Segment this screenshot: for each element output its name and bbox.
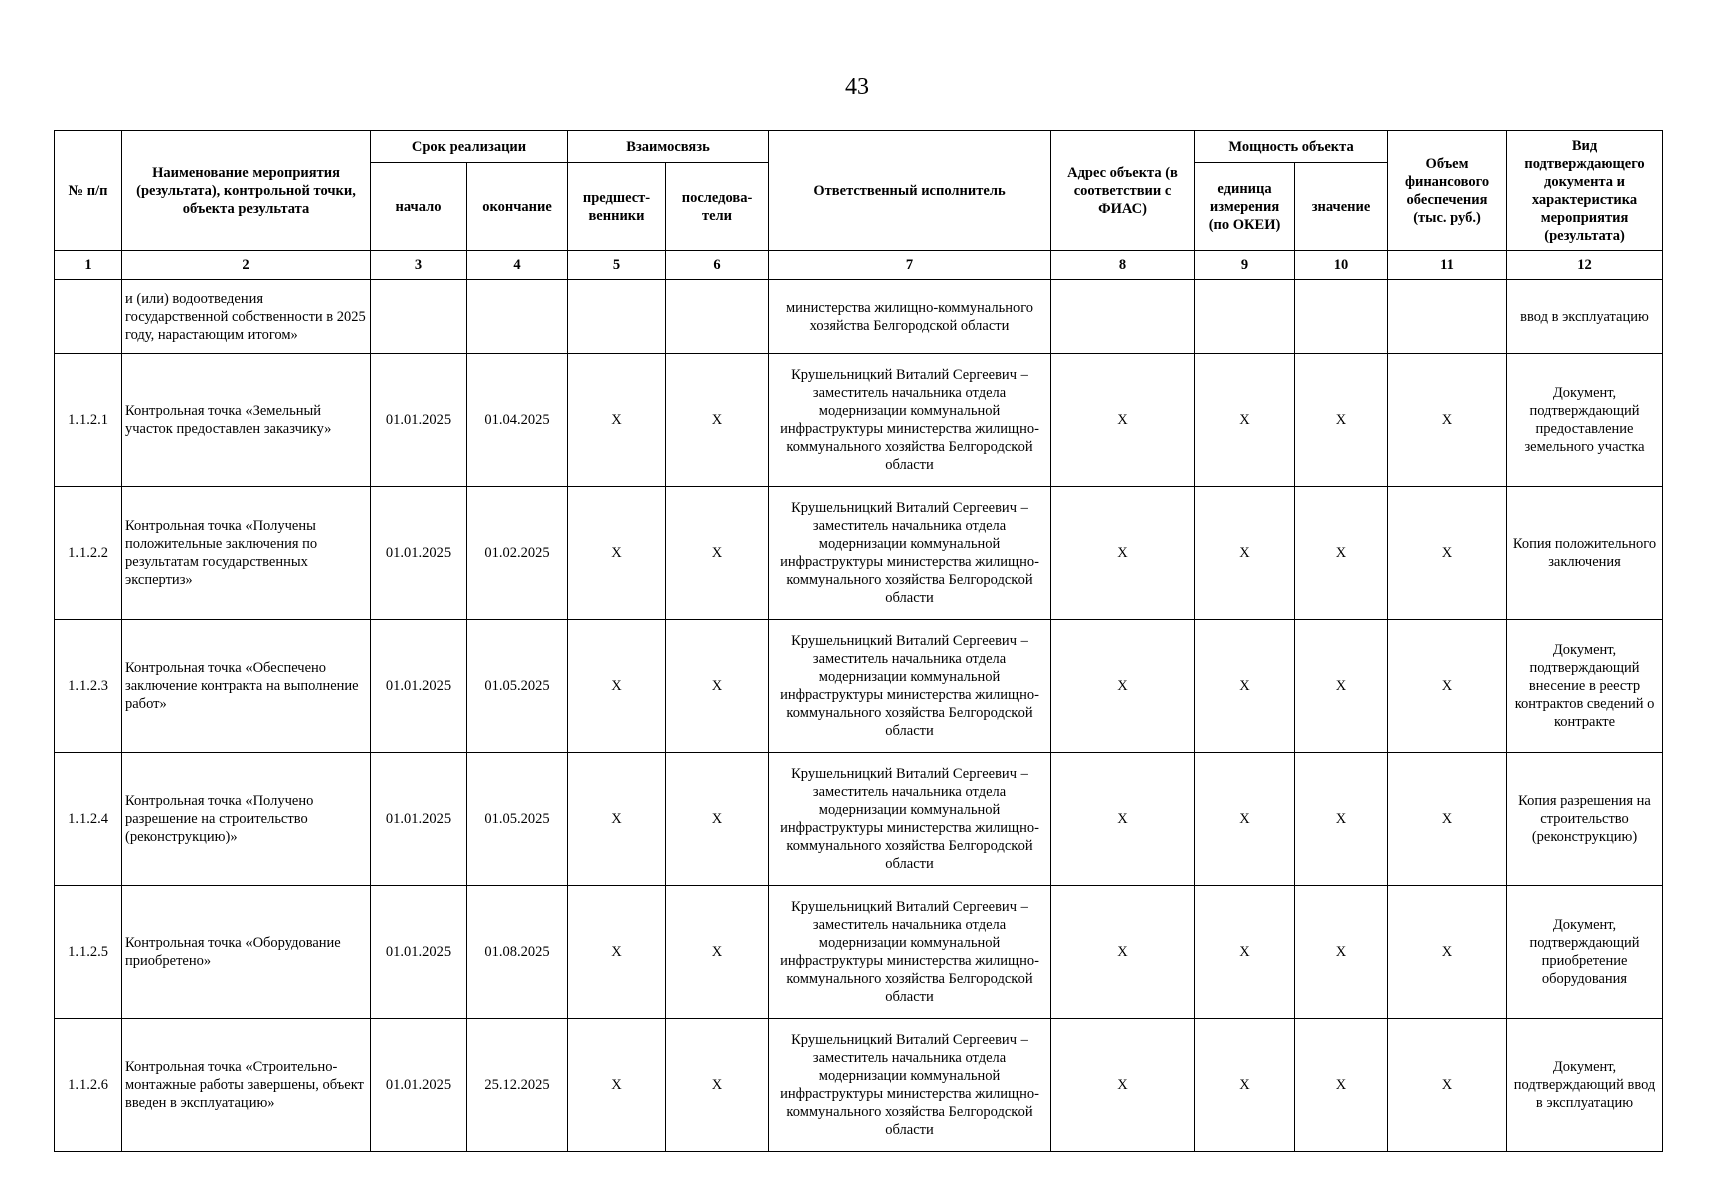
table-row [55,886,1663,1019]
cell-value: Х [1295,487,1388,620]
cell-end: 01.02.2025 [467,487,568,620]
column-number: 11 [1388,251,1507,280]
cell-start: 01.01.2025 [371,487,467,620]
cell-address [1051,280,1195,354]
cell-predecessors: Х [568,753,666,886]
cell-name: Контрольная точка «Строительно-монтажные работы завершены, объект введен в эксплуатацию» [122,1019,371,1152]
column-number: 8 [1051,251,1195,280]
cell-unit: Х [1195,753,1295,886]
cell-finance: Х [1388,487,1507,620]
cell-predecessors: Х [568,354,666,487]
cell-document: Документ, подтверждающий внесение в реестр контрактов сведений о контракте [1507,620,1663,753]
column-numbers-row [55,251,1663,280]
cell-responsible: Крушельницкий Виталий Сергеевич – заместитель начальника отдела модернизации коммунальной инфраструктуры министерства жилищно-коммунального хозяйства Белгородской области [769,886,1051,1019]
column-number: 6 [666,251,769,280]
cell-end [467,280,568,354]
header-predecessors: предшест-венники [568,163,666,251]
cell-name: Контрольная точка «Земельный участок предоставлен заказчику» [122,354,371,487]
continuation-row [55,280,1663,354]
cell-address: Х [1051,1019,1195,1152]
cell-document: Копия разрешения на строительство (реконструкцию) [1507,753,1663,886]
header-document: Вид подтверждающего документа и характеристика мероприятия (результата) [1507,131,1663,251]
cell-value: Х [1295,354,1388,487]
cell-predecessors: Х [568,1019,666,1152]
cell-successors: Х [666,620,769,753]
cell-value: Х [1295,753,1388,886]
column-number: 2 [122,251,371,280]
cell-end: 01.05.2025 [467,620,568,753]
table-row [55,354,1663,487]
header-value: значение [1295,163,1388,251]
column-number: 12 [1507,251,1663,280]
cell-num: 1.1.2.2 [55,487,122,620]
cell-successors: Х [666,354,769,487]
header-link: Взаимосвязь [568,131,769,163]
cell-end: 25.12.2025 [467,1019,568,1152]
cell-name: Контрольная точка «Получены положительные заключения по результатам государственных экспертиз» [122,487,371,620]
cell-responsible: Крушельницкий Виталий Сергеевич – заместитель начальника отдела модернизации коммунальной инфраструктуры министерства жилищно-коммунального хозяйства Белгородской области [769,620,1051,753]
cell-document: Документ, подтверждающий предоставление земельного участка [1507,354,1663,487]
cell-responsible: Крушельницкий Виталий Сергеевич – заместитель начальника отдела модернизации коммунальной инфраструктуры министерства жилищно-коммунального хозяйства Белгородской области [769,1019,1051,1152]
cell-successors: Х [666,886,769,1019]
cell-responsible: Крушельницкий Виталий Сергеевич – заместитель начальника отдела модернизации коммунальной инфраструктуры министерства жилищно-коммунального хозяйства Белгородской области [769,354,1051,487]
cell-name: Контрольная точка «Получено разрешение на строительство (реконструкцию)» [122,753,371,886]
cell-address: Х [1051,886,1195,1019]
cell-value [1295,280,1388,354]
cell-finance [1388,280,1507,354]
table-row [55,753,1663,886]
cell-finance: Х [1388,354,1507,487]
cell-predecessors: Х [568,620,666,753]
cell-value: Х [1295,886,1388,1019]
cell-start: 01.01.2025 [371,354,467,487]
cell-num [55,280,122,354]
cell-predecessors: Х [568,487,666,620]
cell-start: 01.01.2025 [371,620,467,753]
column-number: 1 [55,251,122,280]
header-name: Наименование мероприятия (результата), контрольной точки, объекта результата [122,131,371,251]
cell-value: Х [1295,620,1388,753]
header-finance: Объем финансового обеспечения (тыс. руб.) [1388,131,1507,251]
cell-value: Х [1295,1019,1388,1152]
cell-unit: Х [1195,354,1295,487]
cell-finance: Х [1388,886,1507,1019]
table-row [55,620,1663,753]
cell-num: 1.1.2.5 [55,886,122,1019]
cell-unit: Х [1195,620,1295,753]
header-start: начало [371,163,467,251]
header-address: Адрес объекта (в соответствии с ФИАС) [1051,131,1195,251]
column-number: 9 [1195,251,1295,280]
cell-num: 1.1.2.4 [55,753,122,886]
cell-successors: Х [666,1019,769,1152]
cell-start [371,280,467,354]
cell-num: 1.1.2.3 [55,620,122,753]
header-responsible: Ответственный исполнитель [769,131,1051,251]
cell-document: Копия положительного заключения [1507,487,1663,620]
cell-successors: Х [666,487,769,620]
cell-address: Х [1051,753,1195,886]
header-period: Срок реализации [371,131,568,163]
cell-start: 01.01.2025 [371,753,467,886]
cell-address: Х [1051,487,1195,620]
header-unit: единица измерения (по ОКЕИ) [1195,163,1295,251]
cell-unit: Х [1195,487,1295,620]
cell-unit: Х [1195,886,1295,1019]
table-row [55,1019,1663,1152]
plan-table [54,130,1663,1152]
cell-document: Документ, подтверждающий ввод в эксплуатацию [1507,1019,1663,1152]
cell-end: 01.05.2025 [467,753,568,886]
cell-end: 01.04.2025 [467,354,568,487]
table-row [55,487,1663,620]
cell-predecessors [568,280,666,354]
column-number: 4 [467,251,568,280]
page-number: 43 [845,74,869,100]
cell-start: 01.01.2025 [371,886,467,1019]
cell-address: Х [1051,620,1195,753]
cell-num: 1.1.2.6 [55,1019,122,1152]
cell-name: Контрольная точка «Обеспечено заключение контракта на выполнение работ» [122,620,371,753]
cell-name: и (или) водоотведения государственной собственности в 2025 году, нарастающим итогом» [122,280,371,354]
cell-start: 01.01.2025 [371,1019,467,1152]
cell-name: Контрольная точка «Оборудование приобретено» [122,886,371,1019]
cell-document: Документ, подтверждающий приобретение оборудования [1507,886,1663,1019]
cell-predecessors: Х [568,886,666,1019]
column-number: 3 [371,251,467,280]
cell-num: 1.1.2.1 [55,354,122,487]
table-header [55,131,1663,280]
cell-unit: Х [1195,1019,1295,1152]
header-num: № п/п [55,131,122,251]
cell-successors [666,280,769,354]
header-successors: последова-тели [666,163,769,251]
column-number: 5 [568,251,666,280]
column-number: 7 [769,251,1051,280]
header-capacity: Мощность объекта [1195,131,1388,163]
cell-successors: Х [666,753,769,886]
cell-finance: Х [1388,753,1507,886]
cell-finance: Х [1388,620,1507,753]
cell-end: 01.08.2025 [467,886,568,1019]
cell-responsible: Крушельницкий Виталий Сергеевич – заместитель начальника отдела модернизации коммунальной инфраструктуры министерства жилищно-коммунального хозяйства Белгородской области [769,753,1051,886]
column-number: 10 [1295,251,1388,280]
header-end: окончание [467,163,568,251]
cell-responsible: Крушельницкий Виталий Сергеевич – заместитель начальника отдела модернизации коммунальной инфраструктуры министерства жилищно-коммунального хозяйства Белгородской области [769,487,1051,620]
cell-address: Х [1051,354,1195,487]
cell-finance: Х [1388,1019,1507,1152]
cell-responsible: министерства жилищно-коммунального хозяйства Белгородской области [769,280,1051,354]
cell-unit [1195,280,1295,354]
cell-document: ввод в эксплуатацию [1507,280,1663,354]
